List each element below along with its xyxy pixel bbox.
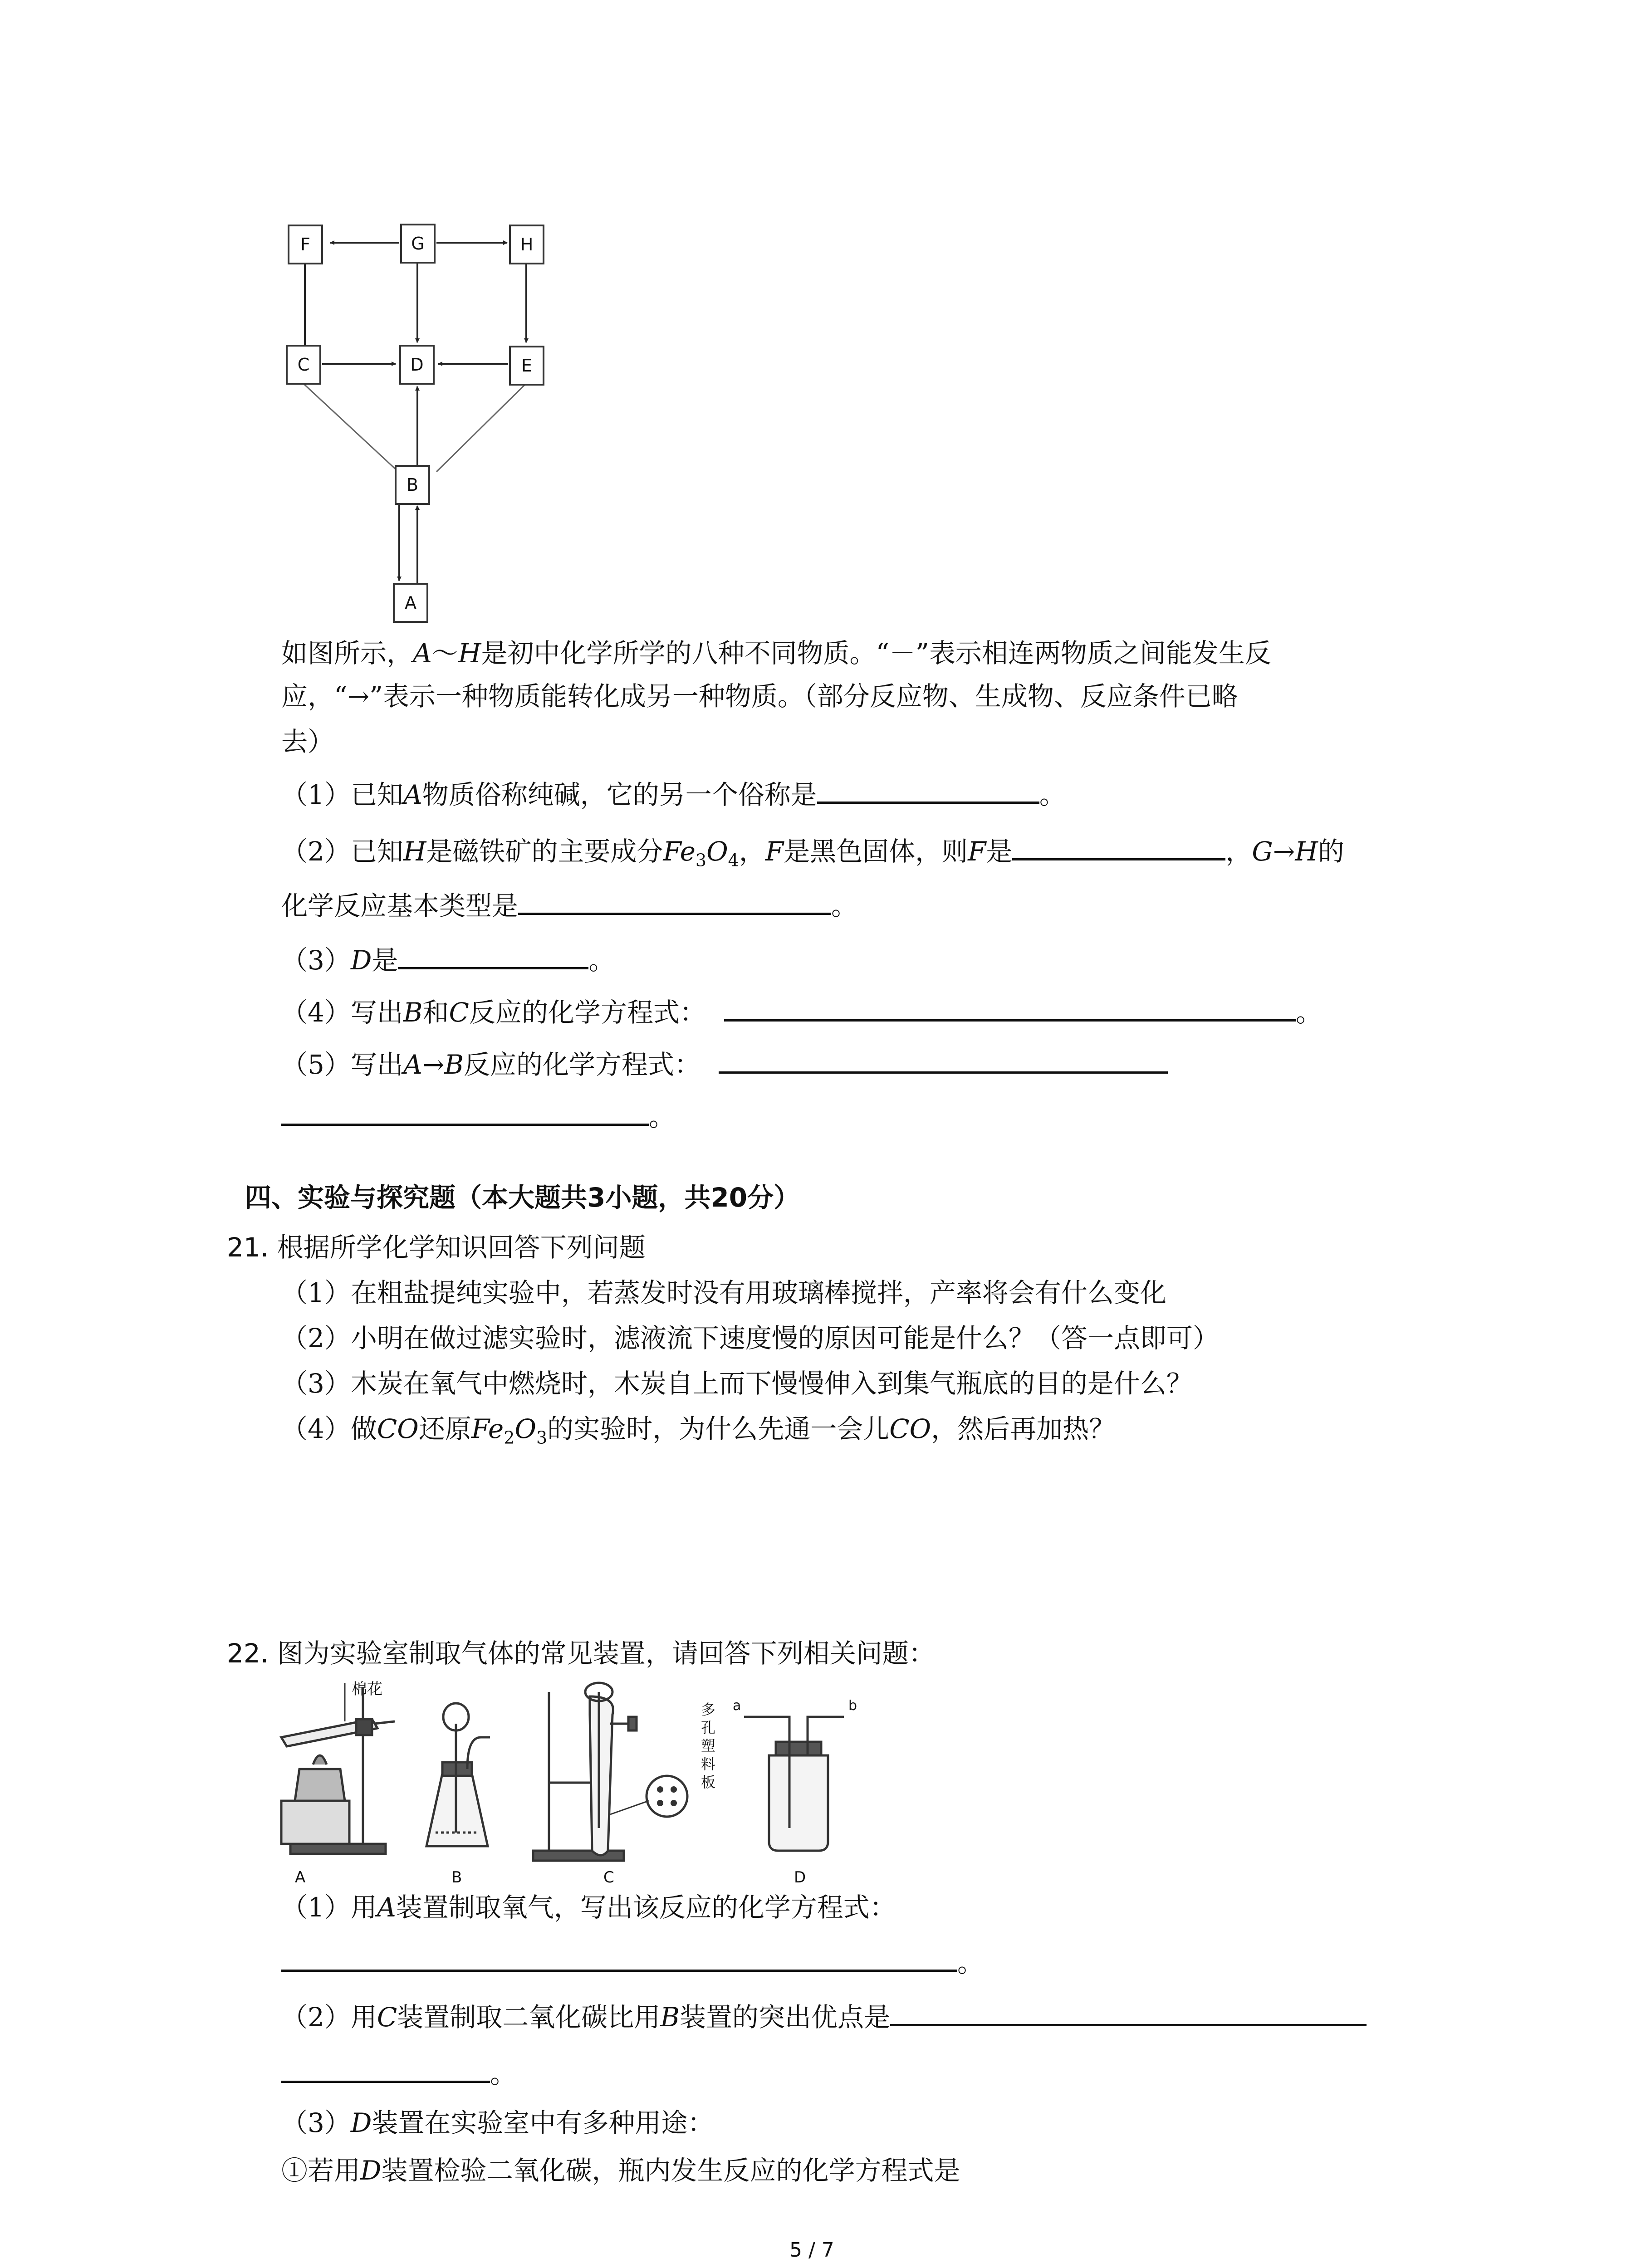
- var: C: [449, 997, 469, 1028]
- q20-part3: [281, 939, 615, 978]
- var: A: [377, 1892, 396, 1923]
- node-A: A: [393, 583, 428, 623]
- text: ①若用: [281, 2155, 361, 2186]
- text: 根据所学化学知识回答下列问题: [277, 1232, 646, 1263]
- text: 反应的化学方程式：: [469, 997, 706, 1028]
- text: 的: [1318, 836, 1344, 867]
- var: D: [350, 945, 372, 976]
- formula: O: [706, 836, 728, 867]
- text: ～: [431, 638, 458, 669]
- test-tube-c: [590, 1696, 613, 1855]
- text: 装置制取二氧化碳比用: [397, 2002, 661, 2033]
- var: A: [403, 779, 422, 810]
- text: 的实验时，为什么先通一会儿: [547, 1413, 890, 1444]
- q20-part4: [281, 991, 1322, 1031]
- text: 还原: [418, 1413, 471, 1444]
- answer-blank-3[interactable]: [518, 885, 831, 915]
- apparatus-label-C: C: [603, 1868, 614, 1887]
- text: 装置检验二氧化碳，瓶内发生反应的化学方程式是: [381, 2155, 960, 2186]
- inset-pointer: [610, 1801, 649, 1814]
- var: F: [765, 836, 784, 867]
- subscript: 4: [728, 850, 739, 870]
- text: （1）用: [281, 1892, 377, 1923]
- var: C: [377, 2002, 397, 2033]
- text: 。: [957, 1947, 984, 1978]
- formula: Fe: [663, 836, 696, 867]
- section-heading: 四、实验与探究题（本大题共3小题，共20分）: [245, 1182, 800, 1213]
- text: 化学反应基本类型是: [281, 890, 519, 921]
- text: 和: [422, 997, 449, 1028]
- text: ，: [1225, 836, 1252, 867]
- var: A→B: [403, 1049, 464, 1080]
- gas-bottle: [769, 1755, 828, 1851]
- var-H: H: [458, 638, 481, 669]
- apparatus-drawing: [272, 1678, 907, 1887]
- answer-blank-1[interactable]: [817, 773, 1039, 804]
- text: （1）已知: [281, 779, 403, 810]
- answer-blank-8[interactable]: [281, 1941, 957, 1972]
- var: B: [403, 997, 423, 1028]
- question-number: 21.: [227, 1232, 269, 1263]
- var: F: [968, 836, 986, 867]
- text: 是黑色固体，则: [784, 836, 968, 867]
- q20-intro-line2: 应，“→”表示一种物质能转化成另一种物质。（部分反应物、生成物、反应条件已略: [281, 681, 1238, 712]
- stand-base: [290, 1844, 386, 1854]
- subscript: 3: [695, 850, 707, 870]
- question-number: 22.: [227, 1638, 269, 1669]
- q22-part1: [281, 1889, 896, 1926]
- text: （4）做: [281, 1413, 377, 1444]
- text: （5）写出: [281, 1049, 403, 1080]
- text: 。: [1295, 997, 1322, 1028]
- porous-plate-inset: [647, 1776, 687, 1817]
- q21-stem: [227, 1229, 646, 1266]
- text: （2）已知: [281, 836, 403, 867]
- text: ，: [739, 836, 765, 867]
- q22-part2-line2: [281, 2053, 516, 2092]
- text: 装置制取氧气，写出该反应的化学方程式：: [396, 1892, 896, 1923]
- var: B: [660, 2002, 680, 2033]
- bottle-stopper: [776, 1742, 821, 1755]
- q20-intro-line1: [281, 635, 1271, 671]
- answer-blank-2[interactable]: [1012, 830, 1225, 860]
- text: 图为实验室制取气体的常见装置，请回答下列相关问题：: [277, 1638, 935, 1669]
- node-D: D: [399, 345, 435, 385]
- q21-part1: （1）在粗盐提纯实验中，若蒸发时没有用玻璃棒搅拌，产率将会有什么变化: [281, 1277, 1166, 1308]
- node-F: F: [288, 225, 323, 264]
- apparatus-label-A: A: [295, 1868, 306, 1887]
- formula: Fe: [471, 1413, 504, 1444]
- var-A: A: [413, 638, 432, 669]
- text: （3）: [281, 945, 351, 976]
- formula: CO: [889, 1413, 931, 1444]
- node-C: C: [286, 345, 321, 385]
- q22-part2: [281, 1996, 1367, 2035]
- port-a-label: a: [733, 1698, 741, 1714]
- q20-part2: [281, 830, 1344, 879]
- text: （4）写出: [281, 997, 403, 1028]
- text: 是: [372, 945, 398, 976]
- plate-label-char: 孔: [701, 1719, 716, 1736]
- alcohol-lamp: [295, 1769, 345, 1801]
- stand-base-c: [533, 1851, 624, 1861]
- q22-stem: [227, 1635, 935, 1672]
- q21-part3: （3）木炭在氧气中燃烧时，木炭自上而下慢慢伸入到集气瓶底的目的是什么？: [281, 1368, 1193, 1399]
- node-B: B: [395, 465, 430, 505]
- subscript: 3: [536, 1427, 548, 1448]
- apparatus-label-B: B: [451, 1868, 462, 1887]
- formula: CO: [377, 1413, 419, 1444]
- text: 。: [490, 2058, 517, 2089]
- text: 是磁铁矿的主要成分: [426, 836, 663, 867]
- plate-label-char: 板: [701, 1774, 716, 1791]
- port-b-label: b: [848, 1698, 857, 1714]
- text: 装置的突出优点是: [679, 2002, 890, 2033]
- q20-part1: [281, 773, 1066, 813]
- text: 是: [986, 836, 1013, 867]
- text: （2）用: [281, 2002, 377, 2033]
- text: ，然后再加热？: [931, 1413, 1116, 1444]
- text: 如图所示，: [281, 638, 413, 669]
- formula: O: [514, 1413, 537, 1444]
- apparatus-figure: [272, 1678, 907, 1887]
- q22-part3-sub1: [281, 2152, 960, 2189]
- var: G→H: [1252, 836, 1318, 867]
- q22-part1-line2: [281, 1941, 984, 1981]
- text: 。: [1039, 779, 1066, 810]
- text: （3）: [281, 2107, 351, 2138]
- node-E: E: [509, 346, 544, 386]
- diagram-connectors: [0, 0, 1641, 635]
- q20-part5: [281, 1043, 1168, 1083]
- q20-intro-line3: 去）: [281, 726, 334, 757]
- apparatus-label-D: D: [794, 1868, 806, 1887]
- plate-label-char: 多: [701, 1701, 716, 1718]
- answer-blank-7[interactable]: [281, 1095, 649, 1126]
- text: 。: [649, 1101, 676, 1132]
- q22-part3: [281, 2105, 714, 2141]
- q20-part2-line2: [281, 885, 857, 924]
- q21-part2: （2）小明在做过滤实验时，滤液流下速度慢的原因可能是什么？（答一点即可）: [281, 1323, 1219, 1354]
- substance-relationship-diagram: [0, 0, 1641, 635]
- subscript: 2: [504, 1427, 515, 1448]
- plate-label-char: 塑: [701, 1737, 716, 1755]
- delivery-tube: [374, 1721, 395, 1724]
- cotton-label: 棉花: [352, 1680, 382, 1698]
- clamp: [356, 1719, 372, 1735]
- text: 。: [831, 890, 858, 921]
- answer-blank-6[interactable]: [719, 1043, 1168, 1074]
- node-H: H: [509, 225, 544, 264]
- q20-part5-line2: [281, 1095, 675, 1135]
- text: 。: [588, 945, 615, 976]
- var: H: [403, 836, 426, 867]
- plate-label-char: 料: [701, 1755, 716, 1773]
- valve: [628, 1717, 637, 1730]
- text: 反应的化学方程式：: [464, 1049, 701, 1080]
- flame: [313, 1755, 327, 1765]
- page-number: 5 / 7: [789, 2239, 834, 2262]
- text: 装置在实验室中有多种用途：: [372, 2107, 714, 2138]
- var: D: [350, 2107, 372, 2138]
- q21-part4: [281, 1411, 1115, 1456]
- wooden-block: [281, 1801, 349, 1844]
- text: 是初中化学所学的八种不同物质。“－”表示相连两物质之间能发生反: [481, 638, 1271, 669]
- var: D: [360, 2155, 382, 2186]
- answer-blank-4[interactable]: [398, 939, 588, 969]
- node-G: G: [400, 224, 436, 264]
- answer-blank-10[interactable]: [281, 2053, 490, 2083]
- answer-blank-5[interactable]: [724, 991, 1296, 1022]
- text: 物质俗称纯碱，它的另一个俗称是: [422, 779, 817, 810]
- answer-blank-9[interactable]: [890, 1996, 1367, 2026]
